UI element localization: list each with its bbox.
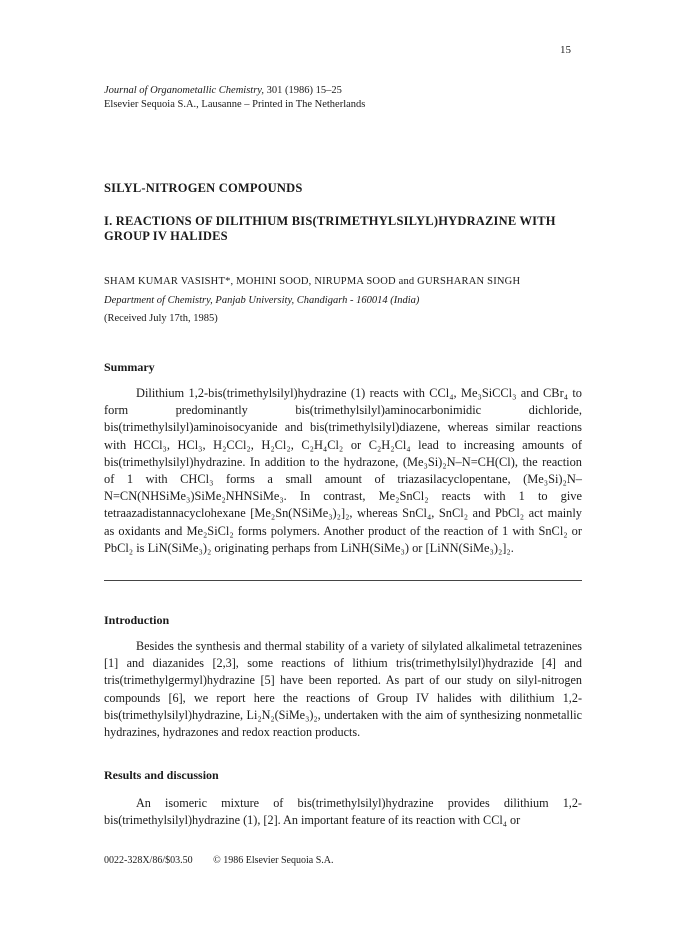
summary-heading: Summary xyxy=(104,360,155,374)
affiliation: Department of Chemistry, Panjab University, Chandigarh - 160014 (India) xyxy=(104,295,420,306)
introduction-heading: Introduction xyxy=(104,613,170,627)
copyright-notice: © 1986 Elsevier Sequoia S.A. xyxy=(213,855,334,866)
journal-citation xyxy=(104,84,365,112)
article-title: I. REACTIONS OF DILITHIUM BIS(TRIMETHYLSILYL)HYDRAZINE WITH GROUP IV HALIDES xyxy=(104,214,556,243)
authors: SHAM KUMAR VASISHT*, MOHINI SOOD, NIRUPMA SOOD and GURSHARAN SINGH xyxy=(104,276,521,287)
received-date: (Received July 17th, 1985) xyxy=(104,313,218,324)
journal-volume: 301 (1986) 15–25 xyxy=(264,85,342,96)
section-divider xyxy=(104,580,582,581)
summary-paragraph: Dilithium 1,2-bis(trimethylsilyl)hydrazine (1) reacts with CCl₄, Me₃SiCCl₃ and CBr₄ to form predominantly bis(trimethylsilyl)aminocarbonimidic dichloride, bis(trimethylsilyl)aminoisocyanide and bis(trimethylsilyl)diazene, whereas similar reactions with HCCl₃, HCl₃, H₂CCl₂, H₂Cl₂, C₂H₄Cl₂ or C₂H₂Cl₄ lead to increasing amounts of bis(trimethylsilyl)hydrazine. In addition to the hydrazone, (Me₃Si)₂N–N=CH(Cl), the reaction of 1 with CHCl₃ forms a small amount of triazasilacyclopentane, (Me₃Si)₂N–N=CN(NHSiMe₃)SiMe₂NHNSiMe₃. In contrast, Me₂SnCl₂ reacts with 1 to give tetraazadistannacyclohexane [Me₂Sn(NSiMe₃)₂]₂, whereas SnCl₄, SnCl₂ and PbCl₂ act mainly as oxidants and Me₂SiCl₂ forms polymers. Another product of the reaction of 1 with SnCl₂ or PbCl₂ is LiN(SiMe₃)₂ originating perhaps from LiNH(SiMe₃) or [LiNN(SiMe₃)₂]₂. xyxy=(104,386,582,555)
citation-line xyxy=(104,84,365,98)
publisher-line: Elsevier Sequoia S.A., Lausanne – Printed in The Netherlands xyxy=(104,99,366,110)
introduction-paragraph: Besides the synthesis and thermal stability of a variety of silylated alkalimetal tetrazenines [1] and diazanides [2,3], some reactions of lithium tris(trimethylsilyl)hydrazide [4] and tris(trimethylgermyl)hydrazine [5] have been reported. As part of our study on silyl-nitrogen compounds [6], we report here the reactions of Group IV halides with dilithium 1,2-bis(trimethylsilyl)hydrazine, Li₂N₂(SiMe₃)₂, undertaken with the aim of synthesizing nonmetallic hydrazines, hydrazones and redox reaction products. xyxy=(104,639,582,740)
journal-name: Journal of Organometallic Chemistry, xyxy=(104,85,265,96)
article-code: 0022-328X/86/$03.50 xyxy=(104,855,193,866)
page-number: 15 xyxy=(560,44,571,56)
results-heading: Results and discussion xyxy=(104,768,219,782)
article-title-series: SILYL-NITROGEN COMPOUNDS xyxy=(104,181,303,195)
results-paragraph: An isomeric mixture of bis(trimethylsilyl)hydrazine provides dilithium 1,2-bis(trimethylsilyl)hydrazine (1), [2]. An important feature of its reaction with CCl₄ or xyxy=(104,796,582,828)
footer xyxy=(104,855,351,866)
